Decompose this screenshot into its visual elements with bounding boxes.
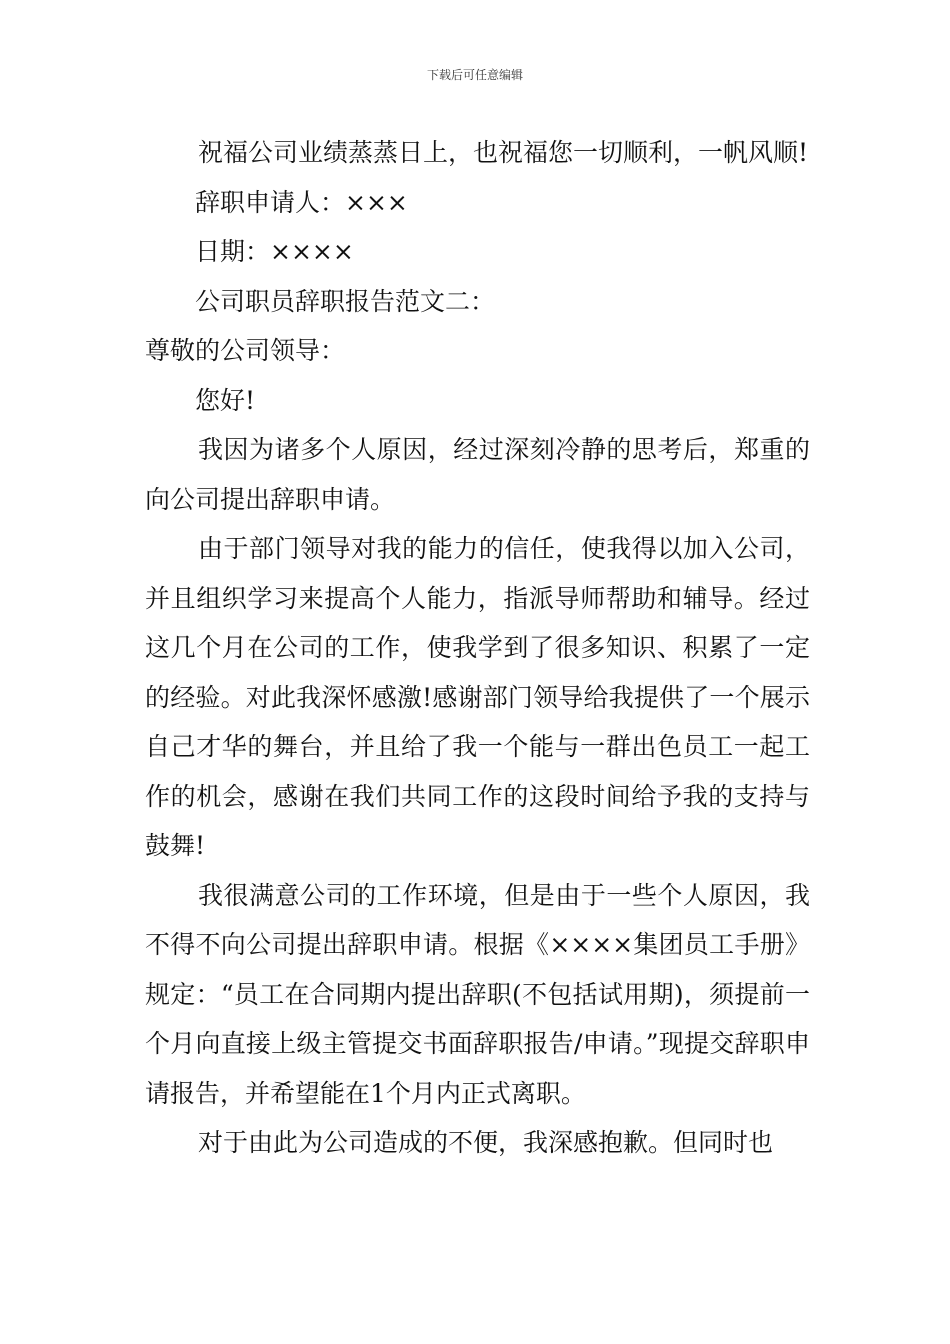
document-body: [145, 128, 810, 1168]
paragraph-greeting: 您好!: [195, 385, 256, 415]
page-header-note: 下载后可任意编辑: [426, 68, 523, 82]
paragraph-date: 日期：××××: [195, 237, 354, 266]
paragraph-salutation: 尊敬的公司领导：: [145, 336, 346, 365]
paragraph-blessing: 祝福公司业绩蒸蒸日上，也祝福您一切顺利，一帆风顺!: [198, 138, 809, 167]
paragraph-reason: 我很满意公司的工作环境，但是由于一些个人原因，我不得不向公司提出辞职申请。根据《××××集团员工手册》规定：“员工在合同期内提出辞职(不包括试用期)，须提前一个月向直接上级主管提交书面辞职报告/申请。”现提交辞职申请报告，并希望能在1个月内正式离职。: [145, 880, 810, 1108]
paragraph-applicant: 辞职申请人：×××: [195, 187, 408, 217]
paragraph-apology: 对于由此为公司造成的不便，我深感抱歉。但同时也: [198, 1128, 774, 1157]
paragraph-intent: 我因为诸多个人原因，经过深刻冷静的思考后，郑重的向公司提出辞职申请。: [145, 435, 810, 514]
paragraph-sample-title: 公司职员辞职报告范文二：: [195, 286, 496, 316]
paragraph-gratitude: 由于部门领导对我的能力的信任，使我得以加入公司，并且组织学习来提高个人能力，指派导师帮助和辅导。经过这几个月在公司的工作，使我学到了很多知识、积累了一定的经验。对此我深怀感激!感谢部门领导给我提供了一个展示自己才华的舞台，并且给了我一个能与一群出色员工一起工作的机会，感谢在我们共同工作的这段时间给予我的支持与鼓舞!: [145, 534, 810, 860]
